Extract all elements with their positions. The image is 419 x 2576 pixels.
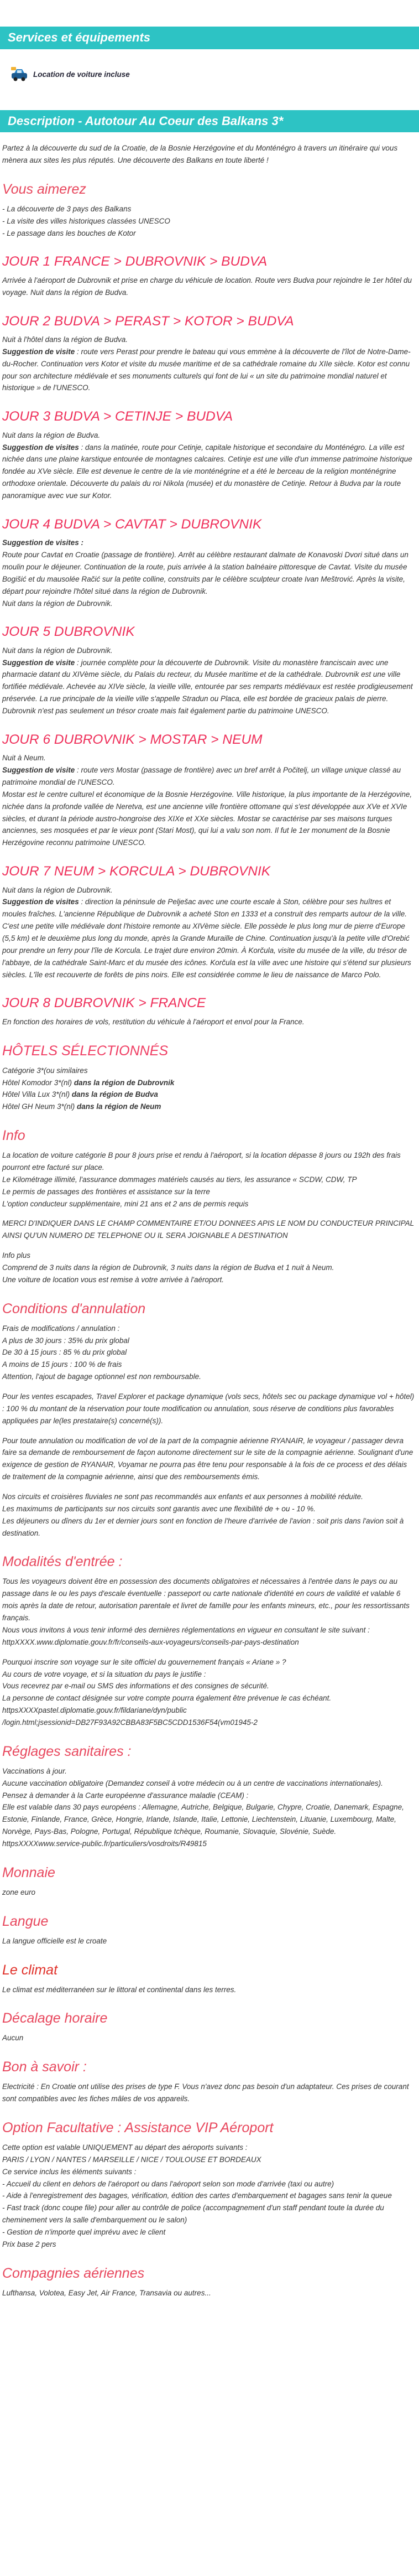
text-line: Le climat est méditerranéen sur le littoral et continental dans les terres. <box>2 1985 237 1994</box>
text-line: - Gestion de n'importe quel imprévu avec le client <box>2 2227 166 2236</box>
text-run: : direction la péninsule de Pelješac avec une courte escale à Ston, célèbre pour ses huîtres et moules fraîches. L'ancienne République de Dubrovnik a acheté Ston en 1333 et a construit des remparts autour de la ville. C'est une petite ville médiévale dont l'histoire remonte au XIVème siècle. Elle possède le plus long mur de pierre d'Europe (5,5 km) et le deuxième plus long du monde, après la Grande Muraille de Chine. Continuation jusqu'à la petite ville d'Orebić pour prendre un ferry pour l'île de Korcula. Le trajet dure environ 20min. À Korčula, visite du musée de la ville, du trésor de l'abbaye, de la cathédrale Saint-Marc et du musée des icônes. Korčula est la ville avec une histoire qui s'étend sur plusieurs siècles. L'île est recouverte de forêts de pins noirs. Elle est considérée comme le lieu de naissance de Marco Polo. <box>2 898 411 979</box>
text-line: L'option conducteur supplémentaire, mini 21 ans et 2 ans de permis requis <box>2 1199 249 1208</box>
text-run: Hôtel Villa Lux 3*(nl) <box>2 1090 72 1099</box>
day-title: JOUR 5 DUBROVNIK <box>2 624 135 640</box>
text-run: : route vers Perast pour prendre le bateau qui vous emmène à la découverte de l'îlot de Notre-Dame-du-Rocher. Continuation vers Kotor et visite du musée maritime et de sa cathédrale romaine du XIIe siècle. Kotor est connu pour son architecture médiévale et ses monuments culturels qui font de lui « un site du patrimoine mondial naturel et historique » de l'UNESCO. <box>2 347 411 392</box>
day-title: JOUR 6 DUBROVNIK > MOSTAR > NEUM <box>2 732 263 747</box>
text-line: Le Kilométrage illimité, l'assurance dommages matériels causés au tiers, les assurance « SCDW, CDW, TP <box>2 1175 357 1184</box>
services-bar: Services et équipements <box>0 27 419 49</box>
text-run: Nuit à Neum. <box>2 754 46 763</box>
info-sections <box>2 1127 417 2299</box>
langue-section-title: Langue <box>2 1913 49 1929</box>
info-section-paragraph <box>2 1217 417 1242</box>
info-section-paragraph <box>2 1149 417 1210</box>
text-line: Attention, l'ajout de bagage optionnel est non remboursable. <box>2 1372 201 1381</box>
conditions-section-paragraph <box>2 1323 417 1383</box>
text-line: Pour toute annulation ou modification de vol de la part de la compagnie aérienne RYANAIR, le voyageur / passager devra faire sa demande de remboursement de façon autonome directement sur le site de la compagnie aérienne. Soulignant d'une exigence de gestion de RYANAIR, Voyamar ne pourra pas être tenu pour responsable à la fois de ce process et des délais de traitement de la compagnie aérienne, ainsi que des remboursements émis. <box>2 1436 413 1481</box>
text-line: Vaccinations à jour. <box>2 1766 67 1775</box>
option-section-title: Option Facultative : Assistance VIP Aéroport <box>2 2119 274 2136</box>
car-rental-item <box>10 61 417 88</box>
text-line: Pourquoi inscrire son voyage sur le site officiel du gouvernement français « Ariane » ? <box>2 1657 286 1666</box>
text-line: Aucun <box>2 2034 24 2043</box>
day-paragraph <box>2 537 417 609</box>
text-line: Les maximums de participants sur nos circuits sont garantis avec une flexibilité de + ou - 10 %. <box>2 1504 316 1513</box>
option-section-paragraph <box>2 2142 417 2251</box>
text-line: Les déjeuners ou dîners du 1er et dernier jours sont en fonction de l'heure d'arrivée de l'avion : soit pris dans l'avion soit à destination. <box>2 1516 404 1537</box>
day-title: JOUR 8 DUBROVNIK > FRANCE <box>2 996 206 1011</box>
text-run: : journée complète pour la découverte de Dubrovnik. Visite du monastère franciscain avec une pharmacie datant du XIVème siècle, du Palais du recteur, du Musée maritime et de la cathédrale. Dubrovnik est une ville fortifiée médiévale. Achevée au XIVe siècle, la vieille ville, entourée par ses remparts médiévaux est restée prodigieusement préservée. La rue principale de la vieille ville s'appelle Stradun ou Placa, elle est bordée de gracieux palais de pierre. Dubrovnik n'est pas seulement un trésor croate mais fait également partie du patrimoine UNESCO. <box>2 658 413 716</box>
hotels-title: HÔTELS SÉLECTIONNÉS <box>2 1043 169 1059</box>
bold-text: Suggestion de visites : <box>2 538 84 547</box>
text-run: Hôtel GH Neum 3*(nl) <box>2 1102 77 1111</box>
text-run: Arrivée à l'aéroport de Dubrovnik et prise en charge du véhicule de location. Route vers Budva pour rejoindre le 1er hôtel du voyage. Nuit dans la région de Budva. <box>2 276 412 297</box>
decalage-section-title: Décalage horaire <box>2 2010 108 2026</box>
bold-text: dans la région de Dubrovnik <box>74 1078 175 1087</box>
text-line: Vous recevrez par e-mail ou SMS des informations et des consignes de sécurité. <box>2 1682 269 1691</box>
day-paragraph <box>2 274 417 299</box>
langue-section-paragraph <box>2 1935 417 1947</box>
text-line: - Aide à l'enregistrement des bagages, vérification, édition des cartes d'embarquement et bagages sans tenir la queue <box>2 2191 392 2200</box>
conditions-section-paragraph <box>2 1491 417 1539</box>
text-run: Catégorie 3*(ou similaires <box>2 1066 88 1075</box>
monnaie-section-paragraph <box>2 1886 417 1899</box>
reglages-section-title: Réglages sanitaires : <box>2 1743 132 1759</box>
conditions-section-paragraph <box>2 1435 417 1483</box>
vous-aimerez-item: - La visite des villes historiques classées UNESCO <box>2 216 170 225</box>
bold-text: Suggestion de visite <box>2 766 75 775</box>
vous-aimerez-item: - La découverte de 3 pays des Balkans <box>2 204 132 213</box>
text-line: - Accueil du client en dehors de l'aéroport ou dans l'aéroport selon son mode d'arrivée (taxi ou autre) <box>2 2179 334 2188</box>
bon-a-savoir-section-title: Bon à savoir : <box>2 2059 87 2075</box>
day-paragraph <box>2 1016 417 1028</box>
text-line: Le permis de passages des frontières et assistance sur la terre <box>2 1187 210 1196</box>
bold-text: dans la région de Neum <box>77 1102 161 1111</box>
bold-text: Suggestion de visites <box>2 898 79 906</box>
vous-aimerez-list <box>2 203 417 240</box>
hotel-line <box>2 1101 417 1113</box>
text-line: Une voiture de location vous est remise à votre arrivée à l'aéroport. <box>2 1275 224 1284</box>
compagnies-section-paragraph <box>2 2287 417 2299</box>
text-line: Aucune vaccination obligatoire (Demandez conseil à votre médecin ou à un centre de vaccinations internationales). <box>2 1779 383 1787</box>
text-line: httpsXXXXpastel.diplomatie.gouv.fr/fildariane/dyn/public <box>2 1706 187 1715</box>
day-title: JOUR 1 FRANCE > DUBROVNIK > BUDVA <box>2 254 268 269</box>
text-line: La langue officielle est le croate <box>2 1936 107 1945</box>
text-run: : dans la matinée, route pour Cetinje, capitale historique et secondaire du Monténégro. La ville est nichée dans une plaine karstique entourée de montagnes calcaires. Cetinje est une ville d'un immense patrimoine historique fondée au XVe siècle. Elle est devenue le centre de la vie monténégrine et a été le berceau de la religion monténégrine orthodoxe orientale. Découverte du palais du roi Nikola (musée) et du monastère de Cetinje. Retour à Budva par la route panoramique avec vue sur Kotor. <box>2 443 412 500</box>
hotel-line <box>2 1089 417 1101</box>
text-line: Lufthansa, Volotea, Easy Jet, Air France, Transavia ou autres... <box>2 2288 211 2297</box>
day-paragraph <box>2 334 417 394</box>
bon-a-savoir-section-paragraph <box>2 2081 417 2105</box>
info-section-paragraph <box>2 1250 417 1286</box>
description-content <box>0 142 419 2312</box>
info-section-title: Info <box>2 1128 25 1144</box>
text-line: De 30 à 15 jours : 85 % du prix global <box>2 1348 127 1357</box>
vous-aimerez-title: Vous aimerez <box>2 181 86 197</box>
text-run: Nuit dans la région de Dubrovnik. <box>2 646 113 655</box>
decalage-section-paragraph <box>2 2032 417 2044</box>
text-line: Prix base 2 pers <box>2 2240 56 2248</box>
conditions-section-title: Conditions d'annulation <box>2 1300 146 1316</box>
text-line: MERCI D'INDIQUER DANS LE CHAMP COMMENTAIRE ET/OU DONNEES APIS LE NOM DU CONDUCTEUR PRINCIPAL AINSI QU'UN NUMERO DE TELEPHONE OU IL SERA JOIGNABLE A DESTINATION <box>2 1219 414 1240</box>
text-line: httpsXXXXwww.service-public.fr/particuliers/vosdroits/R49815 <box>2 1839 207 1848</box>
text-line: Au cours de votre voyage, et si la situation du pays le justifie : <box>2 1670 206 1678</box>
text-line: Pensez à demander à la Carte européenne d'assurance maladie (CEAM) : <box>2 1791 249 1800</box>
text-line: PARIS / LYON / NANTES / MARSEILLE / NICE / TOULOUSE ET BORDEAUX <box>2 2155 261 2164</box>
day-paragraph <box>2 645 417 717</box>
text-line: Comprend de 3 nuits dans la région de Dubrovnik, 3 nuits dans la région de Budva et 1 nuit à Neum. <box>2 1263 334 1272</box>
text-line: Frais de modifications / annulation : <box>2 1324 120 1333</box>
itinerary-days <box>2 253 417 1028</box>
text-line: Nos circuits et croisières fluviales ne sont pas recommandés aux enfants et aux personnes à mobilité réduite. <box>2 1492 363 1501</box>
compagnies-section-title: Compagnies aériennes <box>2 2265 145 2281</box>
text-line: Ce service inclus les éléments suivants : <box>2 2167 137 2176</box>
text-run: Mostar est le centre culturel et économique de la Bosnie Herzégovine. Ville historique, la plus importante de la Herzégovine, nichée dans la profonde vallée de Neretva, est une ancienne ville frontière ottomane qui s'est développée aux XVe et XVIe siècles, et durant la période austro-hongroise des XIXe et XXe siècles. Mostar se caractérise par ses maisons turques anciennes, ses mosquées et par le vieux pont (Stari Most), qui lui a valu son nom. Il fut le 1er monument de la Bosnie Herzégovine reconnu patrimoine UNESCO. <box>2 790 412 847</box>
day-paragraph <box>2 752 417 849</box>
text-line: A plus de 30 jours : 35% du prix global <box>2 1336 129 1345</box>
text-run: Nuit dans la région de Dubrovnik. <box>2 885 113 894</box>
text-line: Electricité : En Croatie ont utilise des prises de type F. Vous n'avez donc pas besoin d'un adaptateur. Ces prises de courant sont compatibles avec les fiches mâles de vos appareils. <box>2 2082 409 2103</box>
hotel-line <box>2 1065 417 1077</box>
vous-aimerez-item: - Le passage dans les bouches de Kotor <box>2 229 136 237</box>
modalites-section-title: Modalités d'entrée : <box>2 1554 123 1570</box>
climat-section-title: Le climat <box>2 1962 58 1978</box>
text-line: Elle est valable dans 30 pays européens : Allemagne, Autriche, Belgique, Bulgarie, Chypre, Croatie, Danemark, Espagne, Estonie, Finlande, France, Grèce, Hongrie, Irlande, Islande, Italie, Lettonie, Liechtenstein, Lituanie, Luxembourg, Malte, Norvège, Pays-Bas, Pologne, Portugal, République tchèque, Roumanie, Slovaquie, Slovénie, Suède. <box>2 1803 404 1836</box>
car-rental-label: Location de voiture incluse <box>33 70 130 79</box>
bold-text: dans la région de Budva <box>71 1090 158 1099</box>
conditions-section-paragraph <box>2 1391 417 1427</box>
day-paragraph <box>2 429 417 502</box>
text-run: : route vers Mostar (passage de frontière) avec un bref arrêt à Počitelj, un village unique classé au patrimoine mondial de l'UNESCO. <box>2 766 401 787</box>
hotel-line <box>2 1077 417 1089</box>
description-bar: Description - Autotour Au Coeur des Balkans 3* <box>0 110 419 133</box>
day-title: JOUR 7 NEUM > KORCULA > DUBROVNIK <box>2 864 271 879</box>
bold-text: Suggestion de visites <box>2 443 79 452</box>
bold-text: Suggestion de visite <box>2 347 75 356</box>
text-line: /login.html;jsessionid=DB27F93A92CBBA83F5BC5CDD1536F54(vm01945-2 <box>2 1718 258 1727</box>
text-line: La location de voiture catégorie B pour 8 jours prise et rendu à l'aéroport, si la location dépasse 8 jours ou 192h des frais pourront etre facturé sur place. <box>2 1151 401 1172</box>
car-rental-icon <box>10 65 29 84</box>
text-run: Nuit dans la région de Budva. <box>2 431 101 439</box>
text-line: Pour les ventes escapades, Travel Explorer et package dynamique (vols secs, hôtels sec ou package dynamique vol + hôtel) : 100 % du montant de la réservation pour toute modification ou annulation, sous réserve de conditions plus favorables appliquées par le(les prestataire(s) concerné(s)). <box>2 1392 415 1425</box>
text-run: En fonction des horaires de vols, restitution du véhicule à l'aéroport et envol pour la France. <box>2 1017 305 1026</box>
monnaie-section-title: Monnaie <box>2 1864 55 1880</box>
text-run: Nuit dans la région de Dubrovnik. <box>2 599 113 608</box>
text-line: zone euro <box>2 1888 36 1896</box>
day-title: JOUR 4 BUDVA > CAVTAT > DUBROVNIK <box>2 516 262 532</box>
text-line: - Fast track (donc coupe file) pour aller au contrôle de police (accompagnement d'un staff pendant toute la durée du cheminement vers la salle d'embarquement ou le salon) <box>2 2204 384 2225</box>
modalites-section-paragraph <box>2 1656 417 1729</box>
text-run: Nuit à l'hôtel dans la région de Budva. <box>2 335 128 344</box>
day-paragraph <box>2 884 417 981</box>
text-line: Nous vous invitons à vous tenir informé des dernières réglementations en vigueur en consultant le site suivant : httpXXXX.www.diplomatie.gouv.fr/fr/conseils-aux-voyageurs/conseils-par-pays-destination <box>2 1625 370 1646</box>
day-title: JOUR 3 BUDVA > CETINJE > BUDVA <box>2 409 233 424</box>
intro-text: Partez à la découverte du sud de la Croatie, de la Bosnie Herzégovine et du Monténégro à travers un itinéraire qui vous mènera aux sites les plus réputés. Une découverte des Balkans en toute liberté ! <box>2 144 398 165</box>
bold-text: Suggestion de visite <box>2 658 75 667</box>
reglages-section-paragraph <box>2 1765 417 1850</box>
modalites-section-paragraph <box>2 1575 417 1648</box>
hotels-list <box>2 1065 417 1113</box>
text-line: La personne de contact désignée sur votre compte pourra également être prévenue le cas échéant. <box>2 1694 332 1703</box>
climat-section-paragraph <box>2 1984 417 1996</box>
text-line: Tous les voyageurs doivent être en possession des documents obligatoires et nécessaires à l'entrée dans le pays ou au passage dans le ou les pays d'escale éventuelle : passeport ou carte nationale d'identité en cours de validité et valable 6 mois après la date de retour, autorisation parentale et livret de famille pour les enfants mineurs, etc., pour les ressortissants français. <box>2 1577 410 1623</box>
text-line: Info plus <box>2 1251 31 1260</box>
text-line: Cette option est valable UNIQUEMENT au départ des aéroports suivants : <box>2 2143 248 2152</box>
text-run: Hôtel Komodor 3*(nl) <box>2 1078 74 1087</box>
text-line: A moins de 15 jours : 100 % de frais <box>2 1360 122 1369</box>
text-run: Route pour Cavtat en Croatie (passage de frontière). Arrêt au célèbre restaurant dalmate de Konavoski Dvori situé dans un moulin pour le déjeuner. Continuation de la route, puis arrivée à la station balnéaire pittoresque de Cavtat. Visite du musée Bogišić et du mausolée Račić sur la petite colline, construits par le célèbre sculpteur croate Ivan Meštrović. Après la visite, départ pour rejoindre l'hôtel situé dans la région de Dubrovnik. <box>2 551 408 595</box>
day-title: JOUR 2 BUDVA > PERAST > KOTOR > BUDVA <box>2 313 294 329</box>
